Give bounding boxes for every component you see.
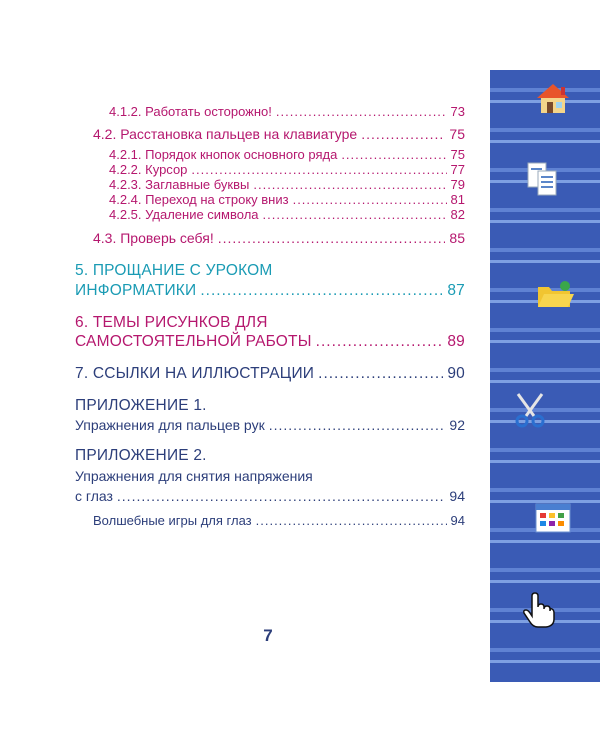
toc-entry-4-2-3[interactable] (109, 178, 465, 191)
toc-entry-eye-games[interactable] (93, 514, 465, 527)
dot-leader (263, 208, 447, 221)
toc-page: 90 (447, 365, 465, 382)
toc-entry-4-2-4[interactable] (109, 193, 465, 206)
toc-label: 4.1.2. Работать осторожно! (109, 104, 272, 119)
toc-page: 85 (449, 230, 465, 246)
dot-leader (269, 418, 446, 432)
toc-entry-6-line1[interactable]: 6. ТЕМЫ РИСУНКОВ ДЛЯ (75, 314, 268, 331)
dot-leader (218, 231, 446, 245)
dot-leader (293, 193, 447, 206)
toc-page: 81 (450, 192, 465, 207)
toc-page: 77 (450, 162, 465, 177)
toc-label: 4.2.4. Переход на строку вниз (109, 192, 289, 207)
toc-page: 94 (450, 513, 465, 528)
dot-leader (191, 163, 446, 176)
toc-entry-4-2-5[interactable] (109, 208, 465, 221)
toc-entry-4-2-1[interactable] (109, 148, 465, 161)
toc-entry-5[interactable] (75, 283, 465, 299)
toc-page: 73 (450, 104, 465, 119)
toc-label: 4.2.3. Заглавные буквы (109, 177, 250, 192)
dot-leader (117, 489, 446, 503)
toc-page: 75 (449, 126, 465, 142)
toc-page: 75 (450, 147, 465, 162)
dot-leader (341, 148, 446, 161)
dot-leader (253, 178, 446, 191)
toc-label: 4.3. Проверь себя! (93, 230, 214, 246)
dot-leader (256, 514, 447, 527)
appendix-1-title[interactable]: ПРИЛОЖЕНИЕ 1. (75, 397, 207, 414)
appendix-2-line2: Упражнения для снятия напряжения (75, 468, 313, 484)
dot-leader (200, 283, 443, 299)
toc-label: 4.2. Расстановка пальцев на клавиатуре (93, 126, 358, 142)
toc-entry-5-line1[interactable]: 5. ПРОЩАНИЕ С УРОКОМ (75, 262, 273, 279)
toc-label: 4.2.5. Удаление символа (109, 207, 259, 222)
appendix-2-title[interactable]: ПРИЛОЖЕНИЕ 2. (75, 447, 207, 464)
toc-label: САМОСТОЯТЕЛЬНОЙ РАБОТЫ (75, 333, 312, 350)
toc-page: 82 (450, 207, 465, 222)
toc-entry-6[interactable] (75, 334, 465, 350)
toc-label: 4.2.2. Курсор (109, 162, 188, 177)
folder-icon[interactable] (535, 275, 575, 315)
sidebar-navigation (490, 70, 600, 682)
calendar-icon[interactable] (533, 498, 573, 538)
documents-icon[interactable] (525, 160, 565, 200)
scissors-icon[interactable] (510, 390, 550, 430)
toc-entry-7[interactable] (75, 366, 465, 382)
toc-label: Волшебные игры для глаз (93, 513, 252, 528)
toc-label: 4.2.1. Порядок кнопок основного ряда (109, 147, 338, 162)
hand-cursor-icon[interactable] (518, 590, 558, 630)
toc-label: с глаз (75, 488, 113, 504)
toc-label: ИНФОРМАТИКИ (75, 282, 197, 299)
dot-leader (316, 334, 444, 350)
toc-entry-appendix-1[interactable] (75, 418, 465, 432)
dot-leader (318, 366, 443, 382)
page-number: 7 (263, 626, 273, 645)
toc-entry-appendix-2[interactable] (75, 489, 465, 503)
dot-leader (361, 127, 445, 141)
toc-page: 87 (447, 282, 465, 299)
toc-label: 7. ССЫЛКИ НА ИЛЛЮСТРАЦИИ (75, 365, 315, 382)
toc-page: 94 (449, 488, 465, 504)
toc-entry-4-3[interactable] (93, 231, 465, 245)
toc-entry-4-1-2[interactable] (109, 105, 465, 118)
toc-page: 79 (450, 177, 465, 192)
toc-entry-4-2[interactable] (93, 127, 465, 141)
home-icon[interactable] (533, 78, 573, 118)
toc-label: Упражнения для пальцев рук (75, 417, 265, 433)
toc-entry-4-2-2[interactable] (109, 163, 465, 176)
toc-page: 92 (449, 417, 465, 433)
dot-leader (276, 105, 447, 118)
toc-page: 89 (447, 333, 465, 350)
